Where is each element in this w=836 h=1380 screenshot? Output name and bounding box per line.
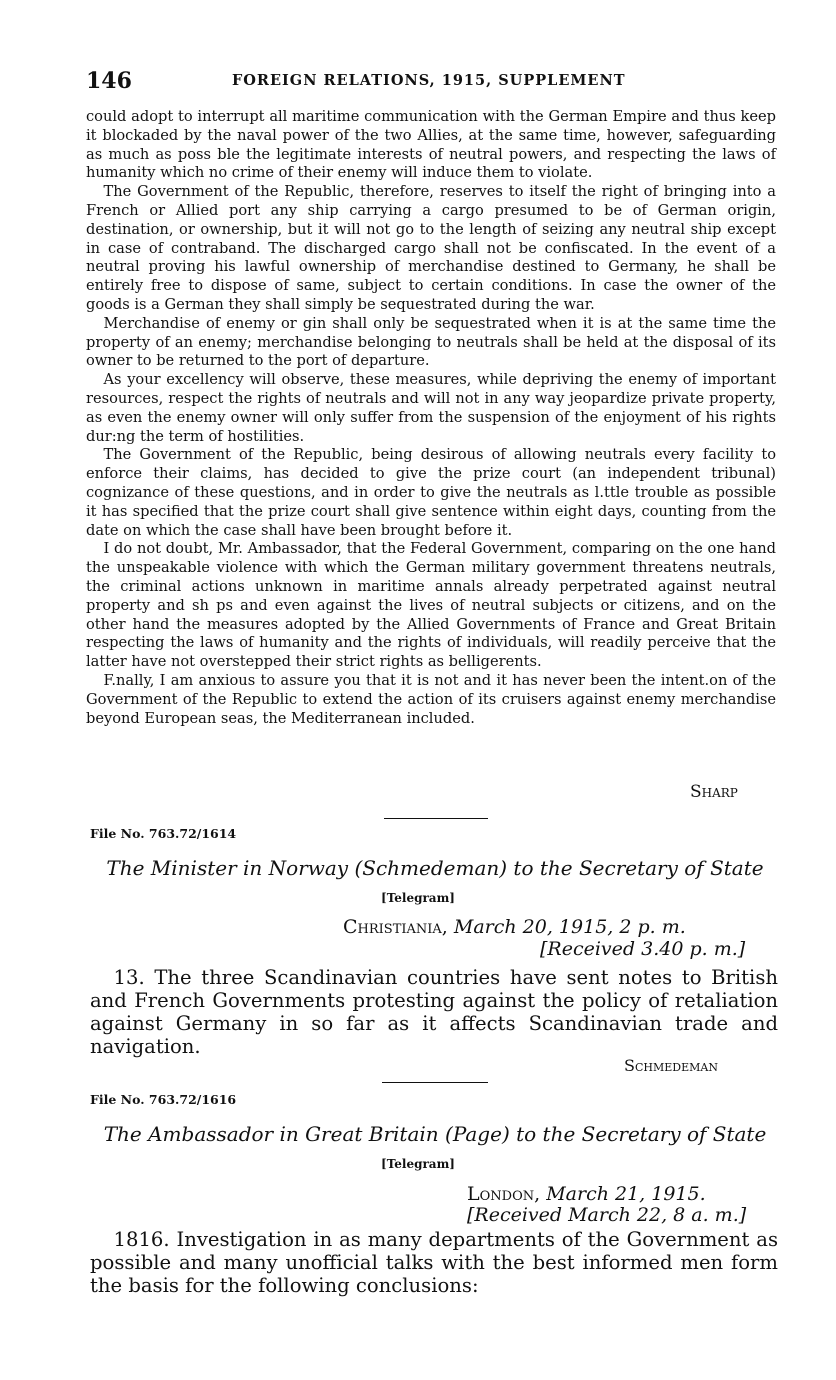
paragraph: could adopt to interrupt all maritime communication with the German Empire and thus keep it blockaded by the naval power of the two Allies, at the same time, however, safeguarding as much as poss ble the legitimate interests of neutral powers, and respecting the laws of humanity which no crime of their enemy will induce them to violate. [86, 108, 776, 182]
telegram-label: [Telegram] [381, 1157, 455, 1171]
signature-sharp: Sharp [690, 782, 738, 802]
received-line: [Received March 22, 8 a. m.] [467, 1204, 747, 1226]
paragraph: The Government of the Republic, being desirous of allowing neutrals every facility to enforce their claims, has decided to give the prize court (an independent tribunal) cognizance of these questions, and in order to give the neutrals as l.ttle trouble as possible it has specified that the prize court shall give sentence within eight days, counting from the date on which the case shall have been brought before it. [86, 446, 776, 539]
paragraph: F.nally, I am anxious to assure you that it is not and it has never been the intent.on of the Government of the Republic to extend the action of its cruisers against enemy merchandise beyond European seas, the Mediterranean included. [86, 671, 776, 727]
paragraph: As your excellency will observe, these measures, while depriving the enemy of important resources, respect the rights of neutrals and will not in any way jeopardize private property, as even the enemy owner will only suffer from the suspension of the enjoyment of his rights dur:ng the term of hostilities. [86, 371, 776, 445]
document-title: The Minister in Norway (Schmedeman) to the Secretary of State [106, 856, 764, 880]
received-line: [Received 3.40 p. m.] [540, 938, 746, 960]
telegram-label: [Telegram] [381, 891, 455, 905]
paragraph: Merchandise of enemy or gin shall only be sequestrated when it is at the same time the property of an enemy; merchandise belonging to neutrals shall be held at the disposal of its owner to be returned to the port of departure. [86, 314, 776, 370]
page-header [86, 68, 776, 98]
paragraph: The Government of the Republic, therefore, reserves to itself the right of bringing into a French or Allied port any ship carrying a cargo presumed to be of German origin, destination, or ownership, but it will not go to the length of seizing any neutral ship except in case of contraband. The discharged cargo shall not be confiscated. In the event of a neutral proving his lawful ownership of merchandise destined to Germany, he shall be entirely free to dispose of same, subject to certain conditions. In case the owner of the goods is a German they shall simply be sequestrated during the war. [86, 183, 776, 313]
file-number: File No. 763.72/1616 [90, 1092, 237, 1107]
telegram-body: 13. The three Scandinavian countries have sent notes to British and French Governments protesting against the policy of retaliation against Germany in so far as it affects Scandinavian trade and navigation. [90, 966, 778, 1058]
document-title: The Ambassador in Great Britain (Page) to the Secretary of State [103, 1122, 767, 1146]
running-head: FOREIGN RELATIONS, 1915, SUPPLEMENT [232, 72, 626, 89]
file-number: File No. 763.72/1614 [90, 826, 237, 841]
page-number: 146 [86, 68, 132, 94]
section-divider [382, 1082, 488, 1083]
paragraph: I do not doubt, Mr. Ambassador, that the Federal Government, comparing on the one hand the unspeakable violence with which the German military government threatens neutrals, the criminal actions unknown in maritime annals already perpetrated against neutral property and sh ps and even against the lives of neutral subjects or citizens, and on the other hand the measures adopted by the Allied Governments of France and Great Britain respecting the laws of humanity and the rights of individuals, will readily perceive that the latter have not overstepped their strict rights as belligerents. [86, 540, 776, 671]
signature-schmedeman: Schmedeman [624, 1056, 718, 1075]
telegram-body: 1816. Investigation in as many departments of the Government as possible and many unofficial talks with the best informed men form the basis for the following conclusions: [90, 1228, 778, 1297]
dateline: Christiania, March 20, 1915, 2 p. m. [343, 916, 686, 938]
dateline: London, March 21, 1915. [467, 1183, 706, 1205]
french-note-text [86, 108, 776, 728]
section-divider [384, 818, 488, 819]
